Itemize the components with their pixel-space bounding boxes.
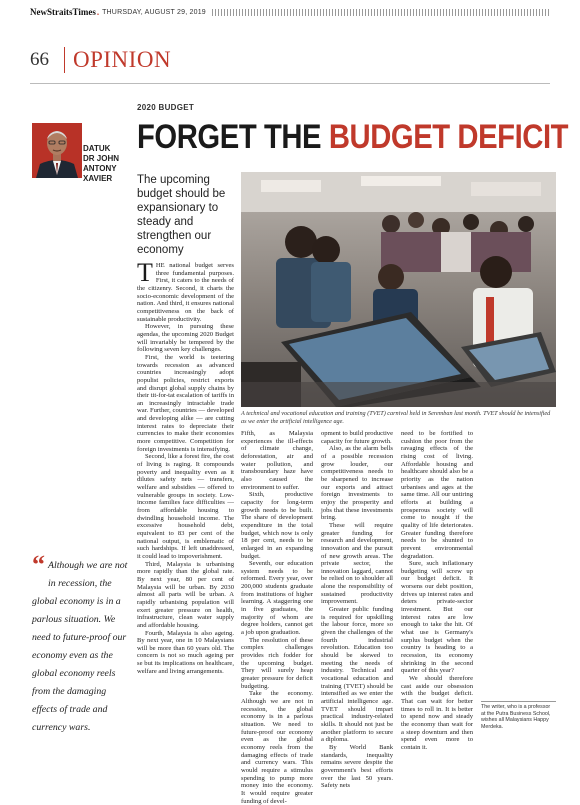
author-photo <box>32 123 82 178</box>
body-paragraph: Sure, such inflationary budgeting will screw up our budget deficit. It worsens our debt position, drives up interest rates and deters private-sector investment. But our interest rates are low enough to take the hit. Of what use is Germany's surplus budget when the country is heading to a recession, its economy shrinking in the second quarter of this year? <box>401 560 473 675</box>
author-name-line: DR JOHN <box>83 154 120 163</box>
headline-part-red: BUDGET DEFICIT <box>328 118 569 156</box>
body-paragraph: Greater public funding is required for upskilling the labour force, more so given the challenges of the fourth industrial revolution. Education too should be skewed to meeting the needs of industry. Technical and vocational education and training (TVET) should be intensified as we enter the artificial intelligence age. TVET should impart practical industry-related skills. It should not just be another platform to secure a diploma. <box>321 606 393 744</box>
bio-rule <box>481 701 556 702</box>
quote-mark-icon: “ <box>32 550 45 579</box>
body-paragraph: Fourth, Malaysia is also ageing. By next year, one in 10 Malaysians will be more than 60 years old. The concern is not so much ageing per se but its implications on healthcare, welfare and living arrangements. <box>137 629 234 675</box>
masthead-rule <box>212 9 550 16</box>
drop-cap: T <box>137 258 153 287</box>
article-kicker: 2020 BUDGET <box>137 103 195 112</box>
tvet-carnival-photo-icon <box>241 172 556 407</box>
body-paragraph: By World Bank standards, inequality remains severe despite the government's best efforts over the last 50 years. Safety nets <box>321 743 393 790</box>
body-paragraph: First, the world is teetering towards recession as advanced countries increasingly adopt populist policies, restrict exports and disrupt global supply chains by their tit-for-tat escalation of tariffs in an increasingly intractable trade war. Further, countries — developed and developing alike — are cutting interest rates to depreciate their currencies to make their economies more competitive. Competition for foreign investments is intensifying. <box>137 353 234 453</box>
pull-quote <box>32 550 128 735</box>
section-title: OPINION <box>73 47 172 72</box>
photo-caption: A technical and vocational education and training (TVET) carnival held in Seremban last month. TVET should be intensified as we enter the artificial intelligence age. <box>241 410 551 425</box>
body-paragraph: We should therefore cast aside our obsession with the budget deficit. That can wait for better times to roll in. It is better to spend now and steady the economy than wait for a steep downturn and then spend even more to contain it. <box>401 675 473 751</box>
headline <box>137 118 569 156</box>
newspaper-name: NewStraitsTimes <box>30 7 96 17</box>
body-paragraph: Also, as the alarm bells of a possible recession grow louder, our competitiveness needs to be sharpened to increase our exports and attract foreign investments to enjoy the prosperity and jobs that these investments bring. <box>321 445 393 522</box>
body-paragraph: The resolution of these complex challenges provides rich fodder for the upcoming budget. They will surely heap greater pressure for deficit budgeting. <box>241 636 313 690</box>
author-name-line: DATUK <box>83 144 111 153</box>
body-paragraph: However, in pursuing these agendas, the upcoming 2020 Budget will invariably be tempered by the following seven key challenges. <box>137 323 234 354</box>
headline-part-black: FORGET THE <box>137 118 329 156</box>
body-paragraph: Second, like a forest fire, the cost of living is raging. It compounds poverty and inequality even as it dilutes safety nets — transfers, welfare and subsidies — offered to vulnerable groups in society. Low-income families face difficulties — from affordable housing to dwindling household income. The excessive household debt, equivalent to 83 per cent of the national output, is emblematic of such hardships. If left unaddressed, it could lead to impoverishment. <box>137 453 234 560</box>
body-paragraph: Sixth, productive capacity for long-term growth needs to be built. The share of development expenditure in the total budget, which now is only 18 per cent, needs to be enlarged in an expanding budget. <box>241 491 313 560</box>
body-paragraph-text: HE national budget serves three fundamental purposes. First, it caters to the needs of the citizenry. Second, it charts the socio-economic development of the nation. And third, it ensures national competitiveness on the back of sustainable productivity. <box>137 262 234 323</box>
author-portrait-icon <box>32 123 82 178</box>
pull-quote-text: Although we are not in recession, the global economy is in a parlous situation. We need to future-proof our economy even as the global economy reels from the damaging effects of trade and currency wars. <box>32 560 128 733</box>
body-column-4 <box>401 430 473 751</box>
body-paragraph: opment to build productive capacity for future growth. <box>321 430 393 445</box>
body-column-1 <box>137 258 234 724</box>
body-paragraph: Fifth, as Malaysia experiences the ill-effects of climate change, deforestation, air and water pollution, and transboundary haze have also caused the environment to suffer. <box>241 430 313 491</box>
header-rule <box>30 83 550 84</box>
body-paragraph: need to be fortified to cushion the poor from the ravaging effects of the rising cost of living. Affordable housing and healthcare should also be a priority as the nation urbanises and ages at the same time. All our untiring efforts at building a prosperous society will come to nought if the quality of life deteriorates. Greater funding therefore needs to be shunted to prevent environmental degradation. <box>401 430 473 560</box>
section-divider <box>64 47 65 73</box>
body-paragraph: Seventh, our education system needs to be reformed. Every year, over 200,000 students graduate from institutions of higher learning. A staggering one in five graduates, the majority of whom are degree holders, cannot get a job upon graduation. <box>241 560 313 637</box>
masthead <box>30 6 550 18</box>
body-column-2 <box>241 430 313 805</box>
issue-date: THURSDAY, AUGUST 29, 2019 <box>102 8 206 16</box>
body-paragraph: Take the economy. Although we are not in recession, the global economy is in a parlous situation. We need to future-proof our economy even as the global economy reels from the damaging effects of trade and currency wars. This would require a stimulus spending to pump more money into the economy. It would require greater funding of devel- <box>241 690 313 805</box>
author-name-line: ANTONY <box>83 164 117 173</box>
body-column-3 <box>321 430 393 790</box>
masthead-separator: . <box>96 7 100 17</box>
body-paragraph: These will require greater funding for research and development, innovation and the pursuit of new growth areas. The private sector, the innovation laggard, cannot be relied on to shoulder all alone the responsibility of sustained productivity improvement. <box>321 521 393 606</box>
standfirst: The upcoming budget should be expansionary to steady and strengthen our economy <box>137 174 226 256</box>
body-paragraph: Third, Malaysia is urbanising more rapidly than the global rate. By next year, 80 per cent of Malaysia will be urban. By 2030 almost all parts will be urban. A rapidly urbanising population will exert greater pressure on health, infrastructure, clean water supply and affordable housing. <box>137 560 234 629</box>
section-header <box>30 40 550 80</box>
author-name-line: XAVIER <box>83 174 113 183</box>
page-number: 66 <box>30 49 49 70</box>
author-name <box>83 144 131 184</box>
body-paragraph <box>137 258 234 323</box>
article-photo <box>241 172 556 407</box>
author-bio: The writer, who is a professor at the Putra Business School, wishes all Malaysians Happy Merdeka. <box>481 704 551 730</box>
